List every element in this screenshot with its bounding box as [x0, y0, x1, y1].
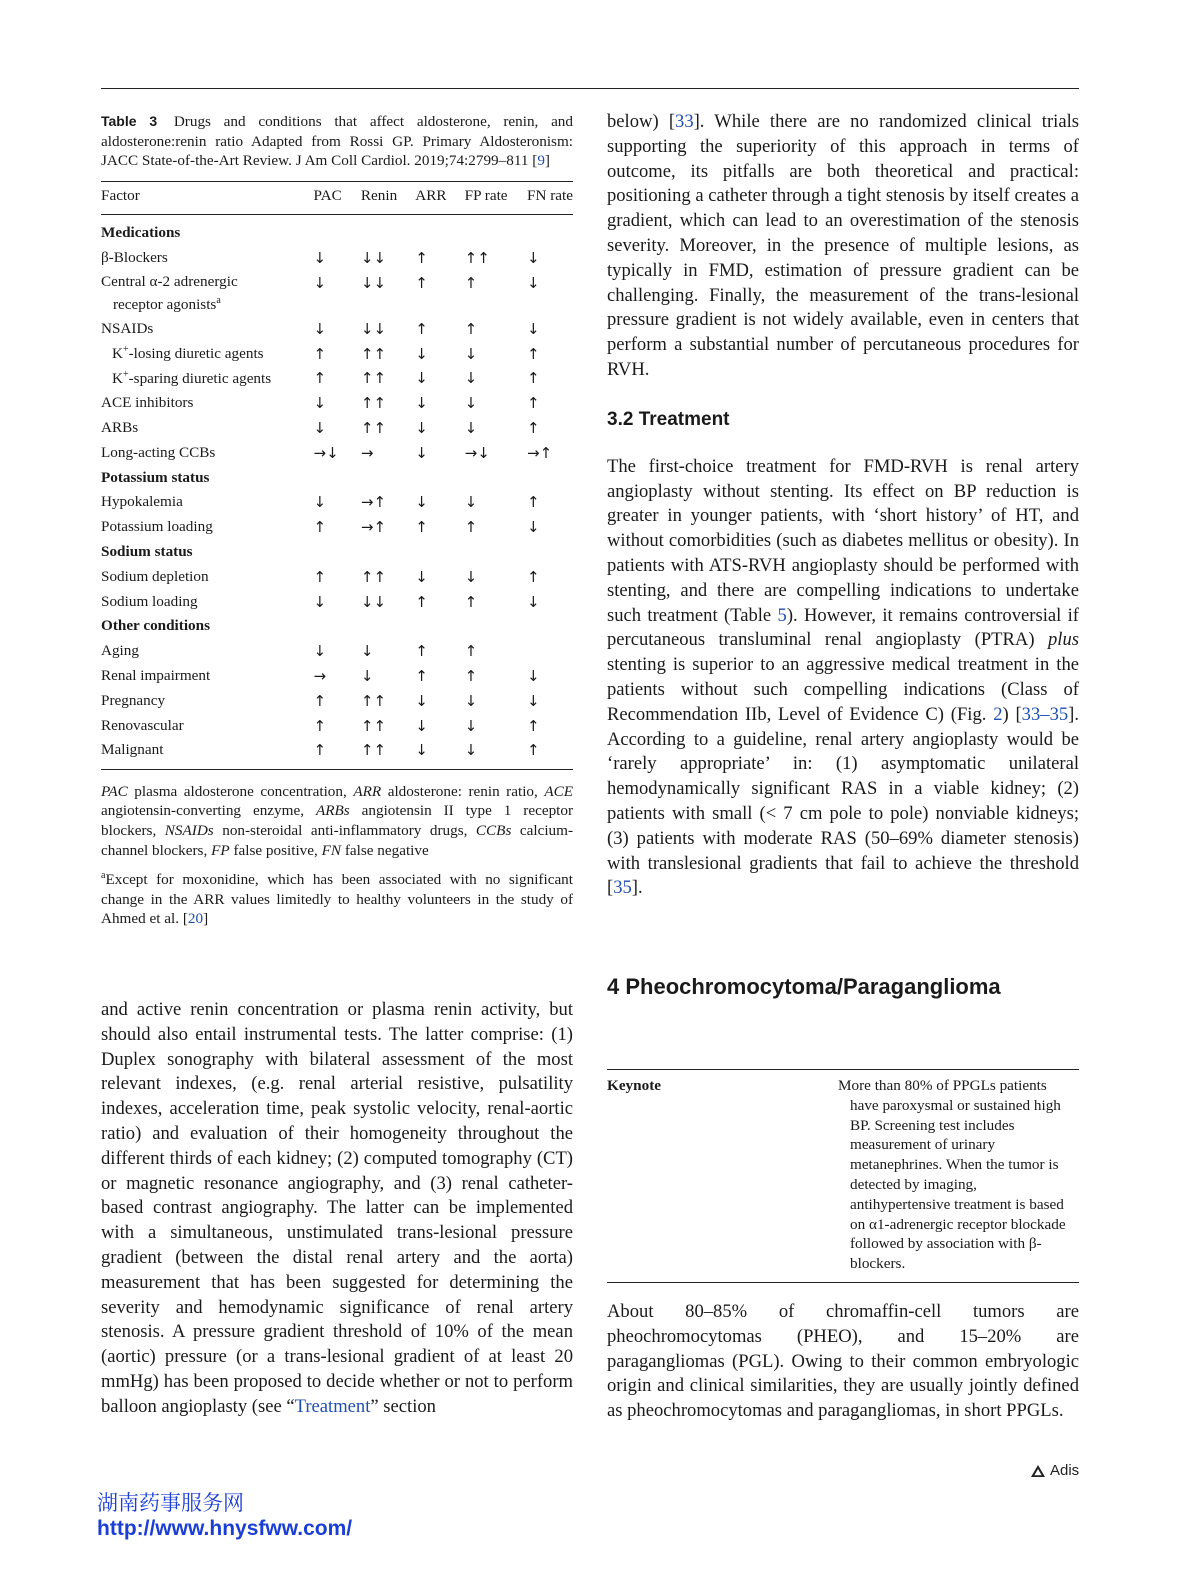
cell-fp-rate: ↑ [464, 642, 478, 661]
cell-arr: ↑ [415, 248, 428, 267]
factor-cell: Aging [101, 642, 139, 660]
factor-cell: β-Blockers [101, 248, 168, 266]
factor-cell [101, 270, 314, 316]
left-body-text: and active renin concentration or plasma renin activity, but should also entail instrumental tests. The latter comprise: (1) Duplex sonography with bilateral assessment of the most relevant indexes, (e.g. renal arterial resistive, pulsatility indexes, acceleration time, peak systolic velocity, renal-aortic ratio) and evaluation of their homogeneity throughout the different thirds of each kidney; (2) computed tomography (CT) or magnetic resonance angiography, and (3) renal catheter-based contrast angiography. The latter can be implemented with a simultaneous, unstimulated trans-lesional pressure gradient (between the distal renal artery and the aorta) measurement that has been suggested for determining the severity and hemodynamic significance of renal artery stenosis. A pressure gradient threshold of 10% of the mean (aortic) pressure (or a trans-lesional gradient of at least 20 mmHg) has been proposed to decide whether or not to perform balloon angioplasty (see “ [101, 999, 573, 1417]
cell-pac: ↑ [313, 716, 327, 735]
table-row [101, 515, 573, 540]
cell-pac: ↓ [313, 274, 327, 293]
text-span: The first-choice treatment for FMD-RVH is renal artery angioplasty without stenting. Its effect on BP reduction is greater in younger patients, with ‘short history’ of HT, and without comorbidities (such as diabetes mellitus or obesity). In patients with ATS-RVH angioplasty should be performed with stenting, and there are compelling indications to undertake such treatment (Table [607, 455, 1079, 626]
abbrev-term: FN [321, 841, 342, 859]
table-label: Table 3 [101, 113, 158, 129]
factor-cell: Sodium depletion [101, 567, 209, 585]
header-fp-rate: FP rate [465, 181, 527, 214]
table-row [101, 664, 573, 689]
cell-fn-rate [527, 639, 573, 664]
cell-renin: ↑↑ [360, 369, 387, 388]
factor-prefix: K [112, 369, 123, 387]
cell-fn-rate: ↓ [527, 274, 540, 293]
left-body-after: ” section [370, 1395, 436, 1417]
keynote-text: More than 80% of PPGLs patients have paroxysmal or sustained high BP. Screening test includes measurement of urinary metanephrines. When the tumor is detected by imaging, antihypertensive treatment is based on α1-adrenergic receptor blockade followed by association with β-blockers. [838, 1077, 1066, 1273]
header-factor: Factor [101, 181, 314, 214]
cell-arr: ↑ [415, 274, 428, 293]
cell-fn-rate: ↑ [527, 716, 540, 735]
cell-renin: ↓↓ [360, 248, 387, 267]
table-body [101, 214, 573, 769]
factor-prefix: K [112, 345, 123, 363]
cell-fp-rate: ↑ [464, 319, 478, 338]
cell-arr: ↓ [415, 691, 428, 710]
keynote-label: Keynote [607, 1077, 661, 1094]
factor-cell [101, 366, 314, 391]
cell-fp-rate: ↓ [465, 738, 527, 769]
pheo-intro [607, 1300, 1079, 1424]
cell-arr: ↑ [415, 642, 428, 661]
watermark-chinese: 湖南药事服务网 [97, 1491, 244, 1515]
cell-renin: ↑↑ [360, 716, 387, 735]
cell-pac: ↑ [314, 738, 361, 769]
cell-arr: ↓ [415, 369, 428, 388]
cell-arr: ↑ [415, 518, 428, 537]
table-row [101, 639, 573, 664]
table-row [101, 416, 573, 441]
section-label: Medications [101, 224, 181, 242]
abbrev-term: NSAIDs [164, 821, 214, 839]
section-3-2-heading: 3.2 Treatment [607, 408, 730, 430]
cell-arr: ↑ [415, 666, 428, 685]
table-3 [101, 112, 573, 935]
cell-pac: ↑ [313, 369, 327, 388]
cell-fp-rate: ↑ [464, 592, 478, 611]
table-section-row [101, 214, 573, 245]
cell-fp-rate: ↓ [464, 344, 478, 363]
cell-arr: ↓ [415, 394, 428, 413]
cell-arr: ↑ [415, 592, 428, 611]
cell-renin: →↑ [360, 493, 387, 512]
footnote-mark: a [216, 295, 221, 307]
table-row [101, 490, 573, 515]
table-row [101, 564, 573, 589]
cell-fp-rate: ↓ [464, 716, 478, 735]
cell-fn-rate: ↑ [527, 738, 573, 769]
table-row [101, 589, 573, 614]
cell-renin: ↑↑ [360, 394, 387, 413]
cell-pac: ↑ [313, 691, 327, 710]
factor-superscript: + [122, 344, 129, 356]
cell-arr: ↓ [415, 419, 428, 438]
ref-33-link[interactable]: 33 [675, 111, 694, 132]
cell-fn-rate: ↑ [527, 419, 540, 438]
factor-label: -losing diuretic agents [128, 345, 264, 363]
table-row [101, 688, 573, 713]
text-span: stenting is superior to an aggressive medical treatment in the patients without such compelling indications (Class of Recommendation IIb, Level of Evidence C) (Fig. [607, 654, 1079, 725]
table-row [101, 713, 573, 738]
cell-renin: ↓↓ [360, 274, 387, 293]
cell-pac: ↓ [313, 493, 327, 512]
cell-renin: ↑↑ [360, 691, 387, 710]
table-header-row [101, 181, 573, 214]
table-section-row [101, 614, 573, 639]
ref-35-link[interactable]: 35 [613, 877, 632, 899]
factor-cell: Potassium loading [101, 518, 213, 536]
cell-renin: →↑ [360, 518, 387, 537]
abbrev-definition: false positive, [233, 841, 318, 859]
cell-pac: ↓ [313, 642, 327, 661]
cell-fn-rate: →↑ [527, 443, 553, 462]
table-footnotes [101, 782, 573, 929]
table-row [101, 246, 573, 271]
cell-fp-rate: ↓ [464, 567, 478, 586]
caption-ref-link[interactable]: 9 [537, 152, 545, 170]
table-row [101, 366, 573, 391]
abbrev-definition: false negative [344, 841, 429, 859]
abbrev-term: ACE [544, 782, 574, 800]
section-label: Sodium status [101, 543, 193, 560]
cell-renin: ↓ [360, 666, 374, 685]
abbrev-definition: non-steroidal anti-inflammatory drugs, [222, 821, 468, 839]
factor-cell: Renal impairment [101, 666, 211, 684]
factor-cell: Hypokalemia [101, 493, 183, 511]
treatment-link[interactable]: Treatment [294, 1395, 371, 1417]
cell-arr: ↓ [415, 716, 428, 735]
header-renin: Renin [361, 181, 415, 214]
cell-fn-rate: ↓ [527, 592, 540, 611]
factor-label-cont: receptor agonists [113, 296, 217, 314]
factor-cell: ACE inhibitors [101, 394, 194, 412]
text-span: ]. [631, 877, 643, 899]
table-5-link[interactable]: 5 [777, 604, 787, 626]
table-section-row [101, 540, 573, 565]
watermark-url[interactable]: http://www.hnysfww.com/ [97, 1517, 353, 1540]
cell-fp-rate: ↓ [464, 369, 478, 388]
cell-fp-rate: ↓ [464, 691, 478, 710]
abbrev-term: FP [211, 841, 230, 859]
abbrev-term: ARBs [315, 802, 350, 820]
text-span: below) [ [607, 111, 676, 132]
cell-fp-rate: ↓ [464, 419, 478, 438]
cell-renin: ↑↑ [360, 344, 387, 363]
cell-renin: ↓ [360, 642, 374, 661]
adis-logo [1030, 1462, 1079, 1479]
header-pac: PAC [314, 181, 361, 214]
cell-pac: → [313, 666, 327, 685]
cell-fn-rate: ↑ [527, 493, 540, 512]
table-row [101, 316, 573, 341]
top-rule [101, 88, 1079, 89]
cell-renin: → [360, 443, 374, 462]
footnote-mark: a [101, 870, 106, 882]
abbrev-definition: aldosterone: renin ratio, [387, 782, 538, 800]
factor-cell: ARBs [101, 419, 139, 437]
cell-pac: →↓ [313, 443, 339, 462]
caption-text: Drugs and conditions that affect aldosterone, renin, and aldosterone:renin ratio Adapted from Rossi GP. Primary Aldosteronism: JACC State-of-the-Art Review. J Am Coll Cardiol. 2019;74:2799–811 [101, 113, 573, 170]
cell-renin: ↓↓ [360, 592, 387, 611]
abbreviation-note [101, 782, 573, 860]
keynote-box [607, 1069, 1079, 1283]
table-row [101, 738, 573, 769]
text-span: ) [ [1002, 703, 1022, 725]
cell-arr: ↓ [415, 738, 464, 769]
abbrev-term: CCBs [475, 821, 512, 839]
footnote-ref-link[interactable]: 20 [187, 910, 204, 928]
abbrev-definition: calcium-channel blockers, [101, 821, 574, 859]
factor-label: -sparing diuretic agents [128, 369, 272, 387]
cell-fp-rate: ↓ [464, 493, 478, 512]
cell-pac: ↓ [313, 394, 327, 413]
right-column [607, 110, 1079, 901]
cell-arr: ↓ [415, 443, 428, 462]
cell-fn-rate: ↓ [527, 518, 540, 537]
abbrev-term: ARR [353, 782, 382, 800]
cell-renin: ↑↑ [360, 567, 387, 586]
plus-italic: plus [1048, 629, 1079, 651]
abbrev-term: PAC [101, 782, 128, 800]
abbrev-definition: plasma aldosterone concentration, [134, 782, 347, 800]
factor-cell: Long-acting CCBs [101, 443, 216, 461]
cell-fn-rate: ↑ [527, 394, 540, 413]
table-row [101, 341, 573, 366]
factor-cell: Pregnancy [101, 691, 166, 709]
cell-fn-rate: ↓ [527, 319, 540, 338]
text-span: ]. According to a guideline, renal artery angioplasty would be ‘rarely appropriate’ in: (1) asymptomatic unilateral hemodynamically significant RAS in a viable kidney; (2) patients with small (< 7 cm pole to pole) nonviable kidneys; (3) patients with moderate RAS (50–69% diameter stenosis) with translesional gradients that fail to achieve the threshold [ [607, 703, 1079, 899]
header-fn-rate: FN rate [527, 181, 573, 214]
cell-fp-rate: ↑ [464, 274, 478, 293]
text-span: ]. While there are no randomized clinical trials supporting the superiority of this approach in terms of outcome, its pitfalls are both theoretical and practical: positioning a catheter through a tight stenosis by itself creates a gradient, which can lead to an overestimation of the stenosis severity. Moreover, in the presence of multiple lesions, as typically in FMD, estimation of pressure gradient can be challenging. Finally, the measurement of the trans-lesional pressure gradient is not widely available, even in centers that perform a substantial number of percutaneous procedures for RVH. [607, 111, 1079, 380]
cell-arr: ↓ [415, 493, 428, 512]
table-row [101, 440, 573, 465]
pheo-paragraph: About 80–85% of chromaffin-cell tumors are pheochromocytomas (PHEO), and 15–20% are paragangliomas (PGL). Owing to their common embryologic origin and clinical similarities, they are usually jointly defined as pheochromocytomas and paragangliomas, in short PPGLs. [607, 1301, 1079, 1422]
cell-arr: ↓ [415, 344, 428, 363]
section-label: Potassium status [101, 468, 210, 486]
cell-fn-rate: ↑ [527, 567, 540, 586]
table-section-row [101, 465, 573, 490]
cell-renin: ↓↓ [360, 319, 387, 338]
factor-label-line2 [101, 291, 314, 314]
abbrev-definition: angiotensin II type 1 receptor blockers, [101, 802, 574, 839]
table-row [101, 270, 573, 316]
factor-label: Central α-2 adrenergic [101, 273, 238, 291]
cell-pac: ↓ [313, 592, 327, 611]
watermark [97, 1490, 352, 1542]
cell-arr: ↓ [415, 567, 428, 586]
factor-superscript: + [122, 368, 129, 380]
factor-cell: Renovascular [101, 716, 184, 734]
factor-cell: Sodium loading [101, 592, 198, 610]
table-row [101, 391, 573, 416]
section-4-heading: 4 Pheochromocytoma/Paraganglioma [607, 974, 1001, 999]
footnote-text: Except for moxonidine, which has been associated with no significant change in the ARR values limitedly to healthy volunteers in the study of Ahmed et al. [101, 871, 573, 928]
cell-pac: ↓ [313, 419, 327, 438]
cell-renin: ↑↑ [360, 419, 387, 438]
cell-fp-rate: ↑ [464, 518, 478, 537]
cell-fp-rate: ↑ [464, 666, 478, 685]
section-label: Other conditions [101, 617, 210, 635]
cell-pac: ↓ [313, 248, 327, 267]
cell-fn-rate: ↓ [527, 248, 540, 267]
header-arr: ARR [415, 181, 464, 214]
publisher-name: Adis [1050, 1462, 1080, 1479]
cell-fp-rate: ↑↑ [464, 248, 490, 267]
cell-fn-rate: ↑ [527, 344, 540, 363]
cell-fp-rate: →↓ [464, 443, 490, 462]
text-span: ). However, it remains controversial if percutaneous transluminal renal angioplasty (PTRA) [607, 604, 1079, 651]
cell-pac: ↑ [313, 344, 327, 363]
cell-pac: ↑ [313, 518, 327, 537]
table-caption: Table 3 Drugs and conditions that affect aldosterone, renin, and aldosterone:renin ratio Adapted from Rossi GP. Primary Aldosteronism: JACC State-of-the-Art Review. J Am Coll Cardiol. 2019;74:2799–811 [9] [101, 113, 573, 170]
adis-triangle-icon [1030, 1464, 1046, 1478]
cell-renin: ↑↑ [361, 738, 415, 769]
right-top-paragraph [607, 110, 1079, 383]
cell-fn-rate: ↑ [527, 369, 540, 388]
factor-cell: Malignant [101, 738, 314, 769]
cell-fp-rate: ↓ [464, 394, 478, 413]
fig-2-link[interactable]: 2 [993, 703, 1003, 725]
ref-33-35-link[interactable]: 33–35 [1021, 703, 1069, 725]
factor-cell: NSAIDs [101, 319, 154, 337]
abbrev-definition: angiotensin-converting enzyme, [101, 802, 304, 820]
treatment-paragraph [607, 455, 1079, 901]
cell-fn-rate: ↓ [527, 666, 540, 685]
cell-arr: ↑ [415, 319, 428, 338]
cell-pac: ↓ [313, 319, 327, 338]
drug-table [101, 181, 573, 770]
cell-fn-rate: ↓ [527, 691, 540, 710]
footnote-a: $^a$Except for moxonidine, which has been associated with no significant change in the ARR values limitedly to healthy volunteers in the study of Ahmed et al. [20] [101, 870, 573, 928]
cell-pac: ↑ [313, 567, 327, 586]
left-body-paragraph [101, 998, 573, 1420]
factor-cell [101, 341, 314, 366]
